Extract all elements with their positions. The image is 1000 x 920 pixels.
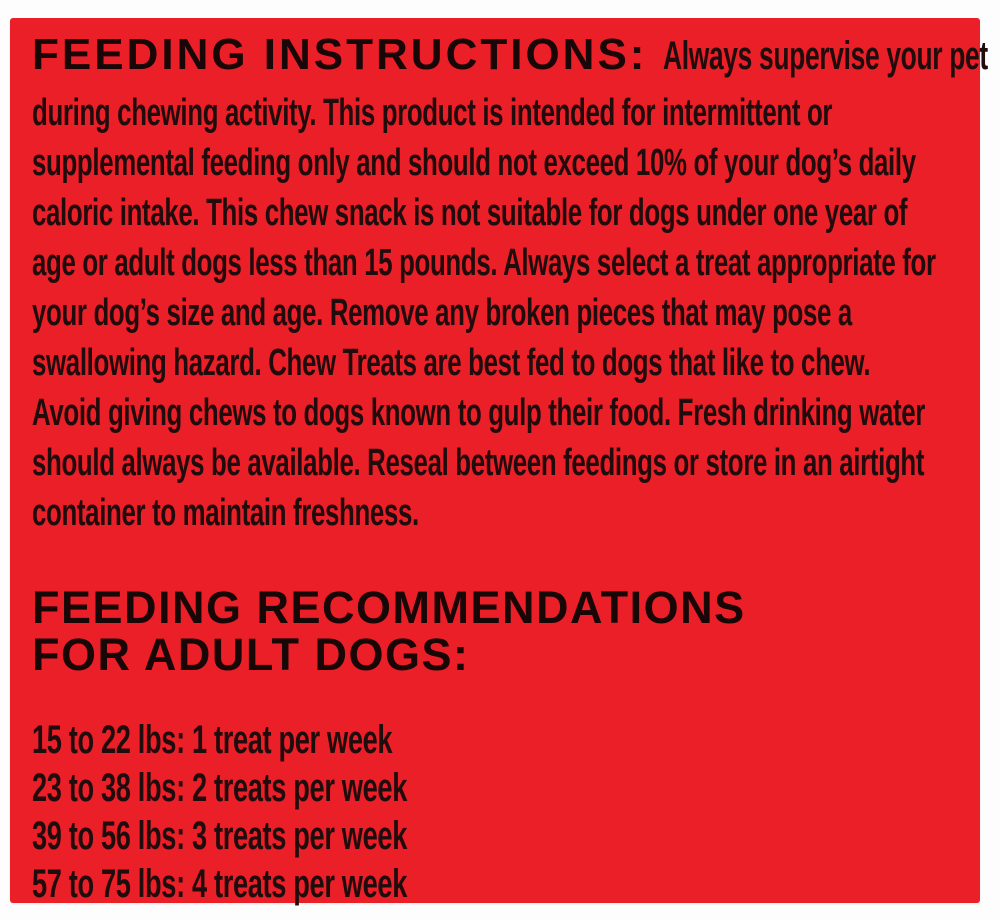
instructions-line: should always be available. Reseal between feedings or store in an airtight: [32, 442, 925, 484]
instructions-line: Avoid giving chews to dogs known to gulp their food. Fresh drinking water: [32, 392, 926, 434]
recommendation-row: 39 to 56 lbs: 3 treats per week: [32, 814, 407, 858]
recommendation-row: 15 to 22 lbs: 1 treat per week: [32, 718, 393, 762]
recommendations-heading-line1: FEEDING RECOMMENDATIONS: [32, 582, 746, 633]
instructions-line: Always supervise your pet: [663, 34, 989, 78]
recommendation-row: 23 to 38 lbs: 2 treats per week: [32, 766, 407, 810]
recommendations-heading-line2: FOR ADULT DOGS:: [32, 629, 470, 680]
feeding-recommendations-heading: [32, 584, 962, 678]
feeding-instructions-heading: FEEDING INSTRUCTIONS:: [32, 30, 648, 79]
instructions-line: swallowing hazard. Chew Treats are best fed to dogs that like to chew.: [32, 342, 871, 384]
instructions-first-line: [32, 30, 989, 88]
instructions-line: container to maintain freshness.: [32, 492, 419, 534]
instructions-line: your dog’s size and age. Remove any broken pieces that may pose a: [32, 292, 852, 334]
feeding-label-panel: [10, 18, 989, 906]
recommendations-list: [32, 716, 962, 908]
instructions-line: caloric intake. This chew snack is not suitable for dogs under one year of: [32, 192, 908, 234]
instructions-line: during chewing activity. This product is intended for intermittent or: [32, 92, 833, 134]
instructions-line: supplemental feeding only and should not exceed 10% of your dog’s daily: [32, 142, 916, 184]
instructions-line: age or adult dogs less than 15 pounds. Always select a treat appropriate for: [32, 242, 936, 284]
recommendation-row: 57 to 75 lbs: 4 treats per week: [32, 862, 407, 906]
